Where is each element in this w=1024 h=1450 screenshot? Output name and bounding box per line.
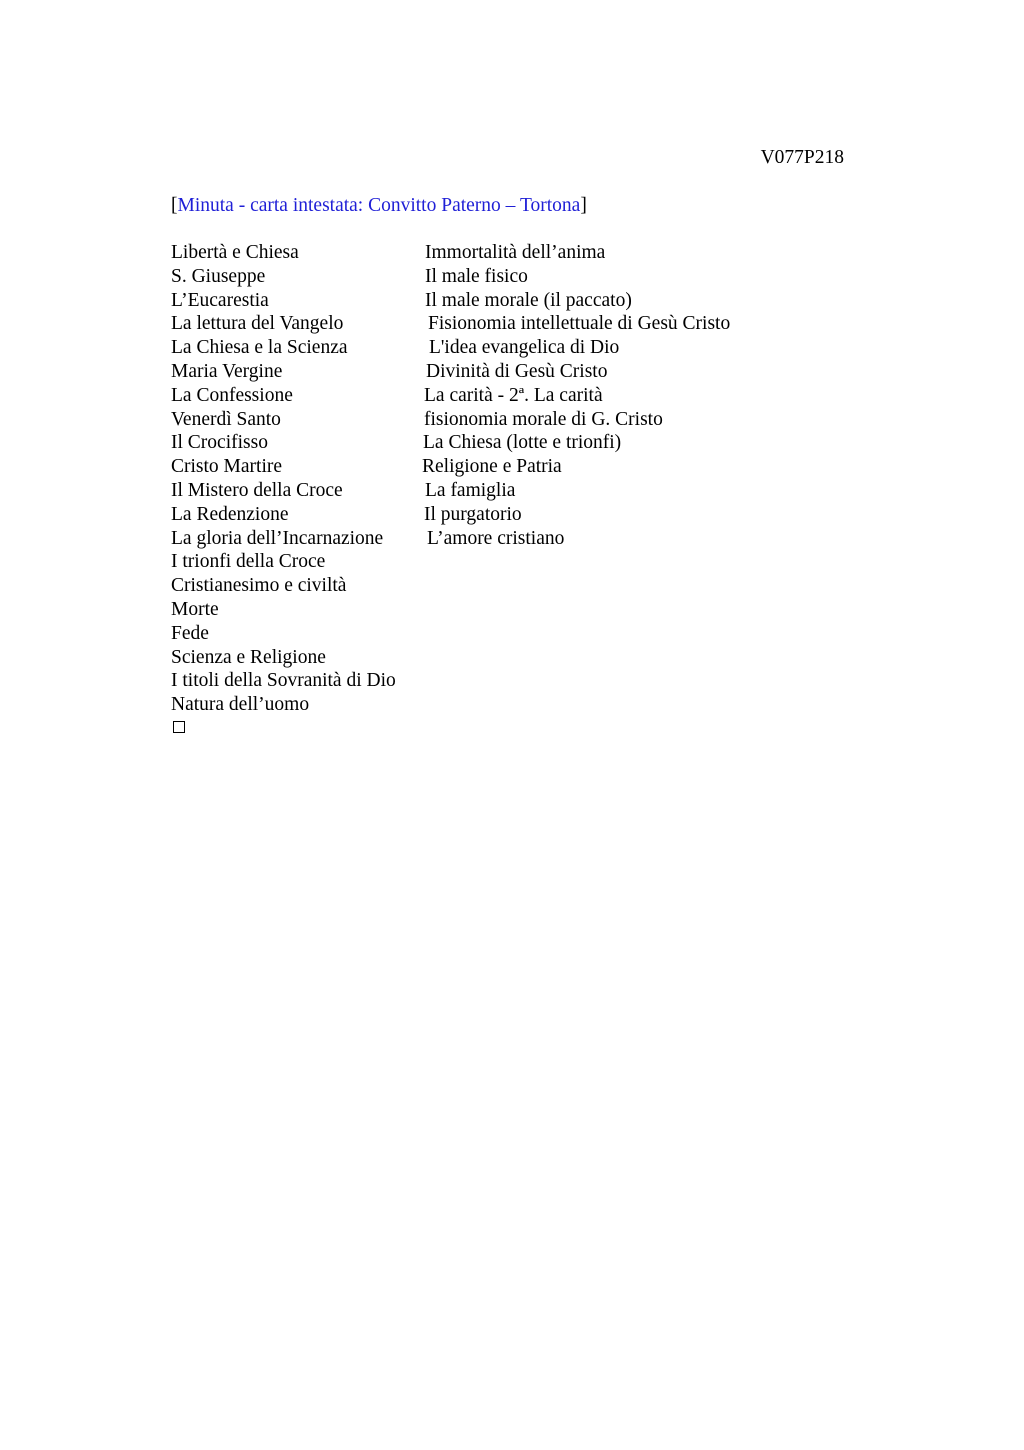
list-item: L'idea evangelica di Dio bbox=[429, 337, 620, 359]
list-item: La famiglia bbox=[425, 479, 516, 501]
bracket-close: ] bbox=[580, 195, 587, 216]
list-item: Fede bbox=[171, 622, 209, 644]
list-item: I titoli della Sovranità di Dio bbox=[171, 670, 396, 692]
list-item: Il male fisico bbox=[425, 265, 528, 287]
left-topic-list bbox=[171, 241, 396, 717]
list-item: Divinità di Gesù Cristo bbox=[426, 360, 608, 382]
list-item: Il purgatorio bbox=[424, 503, 522, 525]
list-item: La Chiesa e la Scienza bbox=[171, 337, 348, 359]
list-item: Il Crocifisso bbox=[171, 432, 268, 454]
list-item: I trionfi della Croce bbox=[171, 551, 326, 573]
list-item: Il male morale (il paccato) bbox=[425, 289, 632, 311]
list-item: L’amore cristiano bbox=[427, 527, 565, 549]
bracket-open: [ bbox=[171, 195, 178, 216]
list-item: La Confessione bbox=[171, 384, 293, 406]
document-id: V077P218 bbox=[760, 147, 844, 168]
list-item: Fisionomia intellettuale di Gesù Cristo bbox=[428, 313, 731, 335]
list-item: La lettura del Vangelo bbox=[171, 313, 344, 335]
list-item: Libertà e Chiesa bbox=[171, 242, 299, 263]
empty-square-icon bbox=[173, 721, 185, 733]
list-item: fisionomia morale di G. Cristo bbox=[424, 408, 663, 430]
heading-text: Minuta - carta intestata: Convitto Paterno – Tortona bbox=[177, 195, 581, 216]
list-item: S. Giuseppe bbox=[171, 265, 266, 287]
list-item: La carità - 2ª. La carità bbox=[424, 384, 603, 406]
list-item: La Redenzione bbox=[171, 503, 289, 525]
list-item: Il Mistero della Croce bbox=[171, 479, 343, 501]
list-item: Cristo Martire bbox=[171, 456, 283, 478]
list-item: La Chiesa (lotte e trionfi) bbox=[423, 432, 622, 454]
list-item: Venerdì Santo bbox=[171, 408, 281, 430]
list-item: Cristianesimo e civiltà bbox=[171, 575, 347, 597]
list-item: Morte bbox=[171, 598, 219, 620]
document-heading bbox=[171, 194, 587, 218]
list-item: Immortalità dell’anima bbox=[425, 242, 606, 263]
list-item: L’Eucarestia bbox=[171, 289, 269, 311]
right-topic-list bbox=[422, 241, 730, 550]
list-item: Natura dell’uomo bbox=[171, 694, 310, 716]
list-item: Religione e Patria bbox=[422, 456, 562, 478]
list-item: Maria Vergine bbox=[171, 360, 283, 382]
list-item: La gloria dell’Incarnazione bbox=[171, 527, 384, 549]
list-item: Scienza e Religione bbox=[171, 646, 326, 668]
